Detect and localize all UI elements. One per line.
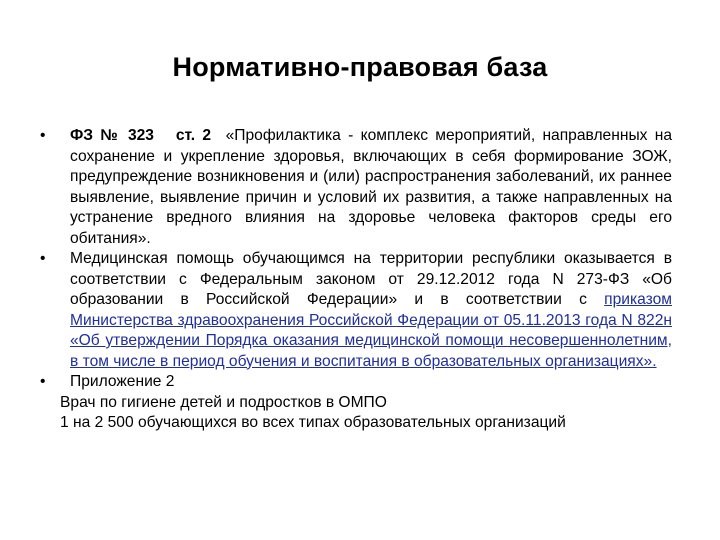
- order-link[interactable]: приказом Министерства здравоохранения Российской Федерации от 05.11.2013 года N 822н «Об утверждении Порядка оказания медицинской помощи несовершеннолетним, в том числе в период обучения и воспитания в образовательных организациях».: [70, 291, 672, 370]
- ratio-line: 1 на 2 500 обучающихся во всех типах образовательных организаций: [60, 414, 566, 431]
- list-item-text: [70, 126, 677, 249]
- list-item-text: [70, 249, 672, 372]
- doctor-line: Врач по гигиене детей и подростков в ОМПО: [60, 393, 387, 411]
- list-item-fz323: [40, 126, 677, 249]
- article-reference: ст. 2: [175, 127, 212, 144]
- bullet-marker: •: [40, 250, 46, 267]
- law-reference: ФЗ № 323: [70, 127, 154, 144]
- content-body: [40, 126, 677, 434]
- list-item-medical-help: [40, 249, 672, 372]
- definition-text: «Профилактика - комплекс мероприятий, направленных на сохранение и укрепление здоровья, включающих в себя формирование ЗОЖ, предупреждение возникновения и (или) распространения заболеваний, их раннее выявление, выявление причин и условий их развития, а также направленных на устранение вредного влияния на здоровье человека факторов среды его обитания».: [70, 127, 677, 247]
- bullet-marker: •: [40, 127, 46, 144]
- list-item-appendix: [40, 372, 672, 393]
- spacer: [154, 127, 176, 144]
- bullet-marker: •: [40, 373, 46, 390]
- appendix-text: Приложение 2: [70, 373, 175, 390]
- medical-help-text: Медицинская помощь обучающимся на территории республики оказывается в соответствии с Федеральным законом от 29.12.2012 года N 273-ФЗ «Об образовании в Российской Федерации» и в соответствии с: [70, 250, 672, 308]
- page-title: Нормативно-правовая база: [172, 52, 548, 82]
